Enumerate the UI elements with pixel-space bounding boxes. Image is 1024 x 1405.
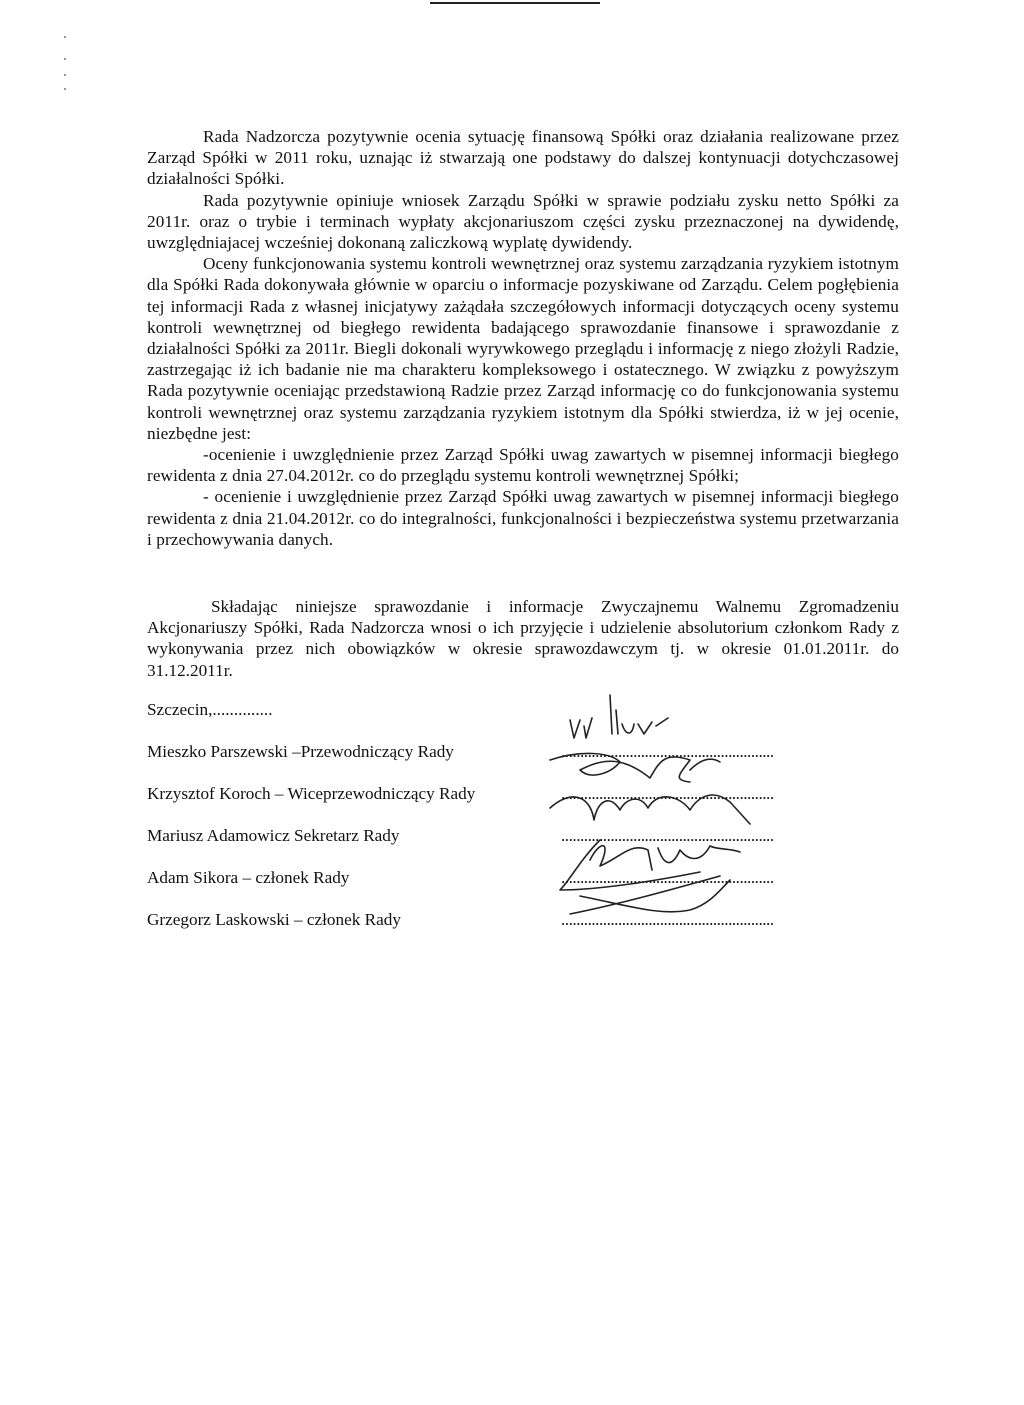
paragraph-internal-control: Oceny funkcjonowania systemu kontroli wewnętrznej oraz systemu zarządzania ryzykiem istotnym dla Spółki Rada dokonywała głównie w oparciu o informacje pozyskiwane od Zarządu. Celem pogłębienia tej informacji Rada z własnej inicjatywy zażądała szczegółowych informacji dotyczących oceny systemu kontroli wewnętrznej od biegłego rewidenta badającego sprawozdanie finansowe i sprawozdanie z działalności Spółki za 2011r. Biegli dokonali wyrywkowego przeglądu i informację z niego złożyli Radzie, zastrzegając iż ich badanie nie ma charakteru kompleksowego i ostatecznego. W związku z powyższym Rada pozytywnie oceniając przedstawioną Radzie przez Zarząd informację co do funkcjonowania systemu kontroli wewnętrznej oraz systemu zarządzania ryzykiem istotnym dla Spółki stwierdza, iż w jej ocenie, niezbędne jest:	[147, 254, 899, 443]
list-item-recommendation-2: - ocenienie i uwzględnienie przez Zarząd Spółki uwag zawartych w pisemnej informacji biegłego rewidenta z dnia 21.04.2012r. co do integralności, funkcjonalności i bezpieczeństwa systemu przetwarzania i przechowywania danych.	[147, 487, 899, 549]
signatory-name: Grzegorz Laskowski – członek Rady	[147, 910, 401, 929]
signatory-name: Krzysztof Koroch – Wiceprzewodniczący Rady	[147, 784, 476, 803]
signature-line: ........................................................	[561, 868, 774, 887]
signature-2	[550, 753, 720, 782]
report-body	[147, 126, 899, 550]
scan-edge-line	[430, 2, 600, 4]
signatory-name: Adam Sikora – członek Rady	[147, 868, 350, 887]
signature-line: ........................................................	[561, 910, 774, 929]
signatory-name: Mariusz Adamowicz Sekretarz Rady	[147, 826, 400, 845]
signature-3	[550, 795, 750, 824]
signature-1	[570, 695, 668, 738]
paragraph-absolution-request: Składając niniejsze sprawozdanie i informacje Zwyczajnemu Walnemu Zgromadzeniu Akcjonariuszy Spółki, Rada Nadzorcza wnosi o ich przyjęcie i udzielenie absolutorium członkom Rady z wykonywania przez nich obowiązków w okresie sprawozdawczym tj. w okresie 01.01.2011r. do 31.12.2011r.	[147, 597, 899, 680]
place-date-line: Szczecin,..............	[147, 700, 273, 719]
signatory-name: Mieszko Parszewski –Przewodniczący Rady	[147, 742, 454, 761]
closing-section	[147, 596, 899, 681]
handwritten-signatures	[540, 690, 860, 940]
scan-marks	[64, 36, 72, 96]
signature-4	[560, 840, 740, 890]
paragraph-financial-assessment: Rada Nadzorcza pozytywnie ocenia sytuację finansową Spółki oraz działania realizowane przez Zarząd Spółki w 2011 roku, uznając iż stwarzają one podstawy do dalszej kontynuacji dotychczasowej działalności Spółki.	[147, 127, 899, 189]
signature-line: ........................................................	[561, 742, 774, 761]
signature-line: ........................................................	[561, 784, 774, 803]
signature-line: ........................................................	[561, 826, 774, 845]
list-item-recommendation-1: -ocenienie i uwzględnienie przez Zarząd Spółki uwag zawartych w pisemnej informacji biegłego rewidenta z dnia 27.04.2012r. co do przeglądu systemu kontroli wewnętrznej Spółki;	[147, 445, 899, 486]
paragraph-profit-distribution: Rada pozytywnie opiniuje wniosek Zarządu Spółki w sprawie podziału zysku netto Spółki za 2011r. oraz o trybie i terminach wypłaty akcjonariuszom części zysku przeznaczonej na dywidendę, uwzględniajacej wcześniej dokonaną zaliczkową wyplatę dywidendy.	[147, 190, 899, 253]
